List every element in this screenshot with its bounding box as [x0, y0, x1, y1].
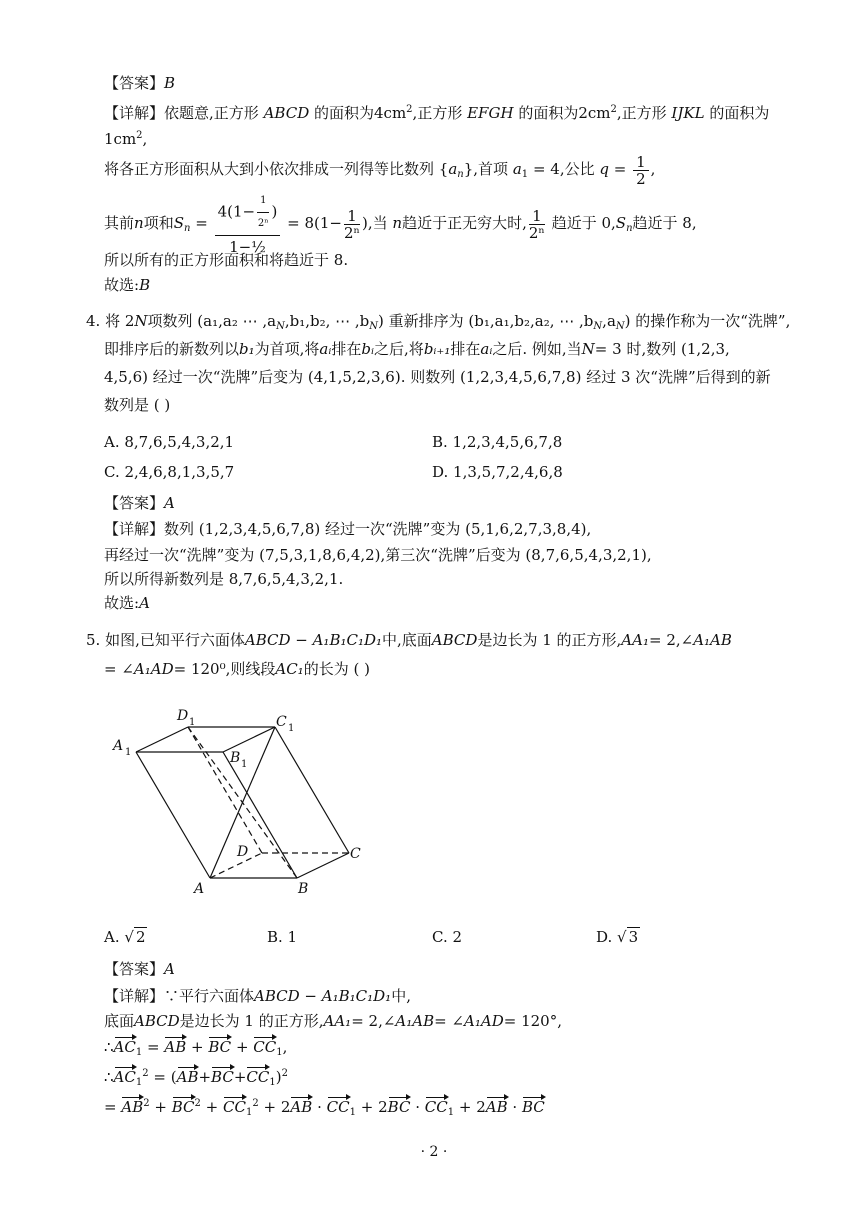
- q4-detail-line3: 所以所得新数列是 8,7,6,5,4,3,2,1.: [104, 570, 344, 588]
- edge-c1-b1: [223, 727, 275, 752]
- q3-detail-line4: 其前n项和$S_n$ = 4(1− $\frac{1}{\text{2ⁿ}}$ ) 1−½ = 8(1− $\frac{1}{\text{2ⁿ}}$ ),当 n趋近于正无穷大时, $\frac{1}{\text{2ⁿ}}$ 趋近于 $0,S_n$趋近于 8,: [104, 190, 697, 258]
- edge-a1-d1: [136, 727, 188, 752]
- label-b1: B: [230, 750, 241, 766]
- q3-answer-line: [104, 72, 175, 94]
- q4-stem-line1: 4. 将 2N项数列 (a₁,a₂ ⋯ $,a_N,b_1,b_2$, ⋯ $,b_N$) 重新排序为 (b₁,a₁,b₂,a₂, ⋯ $,b_N,a_N$) 的操作称为一次“洗牌”,: [86, 312, 791, 332]
- label-c1: C: [276, 714, 287, 730]
- q5-detail-line2: 底面ABCD是边长为 1 的正方形,AA₁= 2,∠A₁AB= ∠A₁AD= 120°,: [104, 1012, 562, 1030]
- q4-option-b: B. 1,2,3,4,5,6,7,8: [432, 433, 563, 451]
- fraction-one-half: $\frac{1}{2}$: [633, 154, 649, 187]
- q5-detail-line1: 【详解】∵平行六面体ABCD − A₁B₁C₁D₁中,: [104, 987, 411, 1005]
- page-number: · 2 ·: [420, 1144, 448, 1160]
- hidden-edge-d1-d: [188, 727, 262, 853]
- q4-option-a: A. 8,7,6,5,4,3,2,1: [104, 433, 235, 451]
- q5-vector-eq2: $\therefore AC_1^2 = (AB+BC+CC_1)^2$: [104, 1068, 288, 1088]
- label-a1: A: [113, 738, 124, 754]
- q3-detail-line1: 【详解】依题意,正方形 ABCD 的面积为$4cm^2$,正方形 EFGH 的面积为$2cm^2$,正方形 IJKL 的面积为: [104, 104, 770, 122]
- label-b: B: [298, 881, 309, 897]
- q3-choose-line: 故选:B: [104, 276, 151, 294]
- q5-answer-line: 【答案】A: [104, 960, 175, 978]
- svg-text:1: 1: [288, 723, 295, 734]
- hidden-diagonal-d1-b: [188, 727, 297, 878]
- q4-option-c: C. 2,4,6,8,1,3,5,7: [104, 463, 235, 481]
- hidden-edge-a-d: [210, 853, 262, 878]
- q3-detail-line2: $1cm^2$,: [104, 130, 148, 148]
- svg-text:1: 1: [125, 747, 132, 758]
- label-a: A: [194, 881, 205, 897]
- q5-option-d: D. √ 3: [596, 928, 639, 946]
- label-c: C: [350, 846, 361, 862]
- geometric-sum-fraction: 4(1− $\frac{1}{\text{2ⁿ}}$ ) 1−½: [215, 190, 281, 258]
- q4-option-d: D. 1,3,5,7,2,4,6,8: [432, 463, 563, 481]
- q5-vector-eq1: $\therefore AC_1$ = AB + BC + $CC_1$,: [104, 1038, 288, 1058]
- q5-option-b: B. 1: [267, 928, 298, 946]
- answer-tag: 【答案】: [104, 74, 165, 92]
- label-d1: D: [177, 708, 189, 724]
- q4-stem-line2: 即排序后的新数列以b₁为首项,将aᵢ排在bᵢ之后,将bᵢ₊₁排在aᵢ之后. 例如,当N= 3 时,数列 (1,2,3,: [104, 340, 730, 358]
- q3-answer: B: [164, 74, 176, 92]
- label-d: D: [237, 844, 249, 860]
- edge-a1-a: [136, 752, 210, 878]
- svg-text:1: 1: [189, 717, 196, 728]
- q4-detail-line2: 再经过一次“洗牌”变为 (7,5,3,1,8,6,4,2),第三次“洗牌”后变为 (8,7,6,5,4,3,2,1),: [104, 546, 652, 564]
- q4-stem-line4: 数列是 ( ): [104, 396, 171, 414]
- edge-b1-b: [223, 752, 297, 878]
- edge-c1-c: [275, 727, 349, 853]
- svg-text:1: 1: [241, 759, 248, 770]
- q5-option-a: A. √ 2: [104, 928, 146, 946]
- q5-stem-line2: = ∠A₁AD= 120⁰,则线段AC₁的长为 ( ): [104, 660, 370, 678]
- q4-choose-line: 故选:A: [104, 594, 150, 612]
- q5-stem-line1: 5. 如图,已知平行六面体ABCD − A₁B₁C₁D₁中,底面ABCD是边长为 1 的正方形,AA₁= 2,∠A₁AB: [86, 631, 732, 649]
- q3-detail-line3: 将各正方形面积从大到小依次排成一列得等比数列 $\{a_n\}$,首项 $a_1 = 4$,公比 q = $\frac{1}{2}$ ,: [104, 152, 656, 188]
- q3-detail-line5: 所以所有的正方形面积和将趋近于 8.: [104, 251, 349, 269]
- diagonal-a-c1: [210, 727, 275, 878]
- edge-b-c: [297, 853, 349, 878]
- q5-option-c: C. 2: [432, 928, 463, 946]
- q5-vector-eq3: = $AB^2 + BC^2 + CC_1^2 + 2AB \cdot CC_1 + 2BC \cdot CC_1 + 2AB$ · BC: [104, 1098, 545, 1118]
- q4-stem-line3: 4,5,6) 经过一次“洗牌”后变为 (4,1,5,2,3,6). 则数列 (1,2,3,4,5,6,7,8) 经过 3 次“洗牌”后得到的新: [104, 368, 771, 386]
- q4-detail-line1: 【详解】数列 (1,2,3,4,5,6,7,8) 经过一次“洗牌”变为 (5,1,6,2,7,3,8,4),: [104, 520, 592, 538]
- q4-answer-line: 【答案】A: [104, 494, 175, 512]
